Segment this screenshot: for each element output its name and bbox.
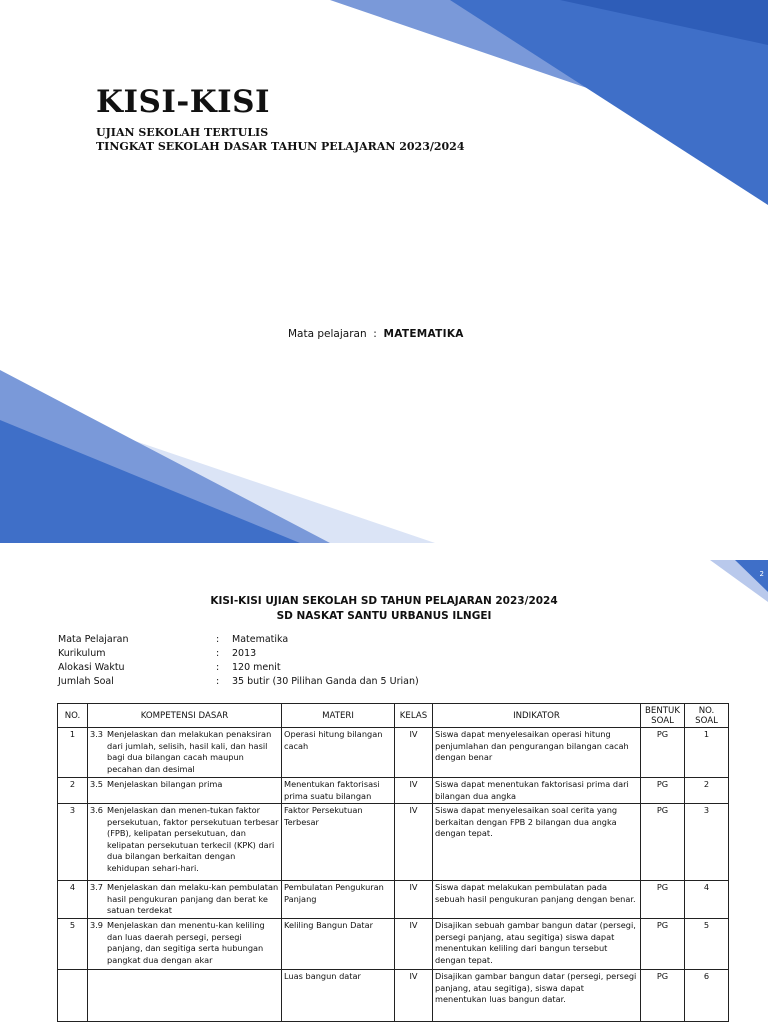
- kd-number: 3.3: [90, 729, 104, 739]
- kisi-kisi-table: [57, 703, 729, 1022]
- cover-subtitle-1: UJIAN SEKOLAH TERTULIS: [96, 126, 269, 139]
- info-value: 2013: [232, 648, 257, 659]
- cell-no: [58, 970, 88, 1022]
- cell-materi: Menentukan faktorisasi prima suatu bilangan: [282, 778, 395, 804]
- info-colon: :: [216, 676, 220, 687]
- cell-kompetensi: [88, 778, 282, 804]
- cell-bentuk: PG: [641, 970, 685, 1022]
- cell-kelas: IV: [395, 919, 433, 970]
- cell-indikator: Siswa dapat melakukan pembulatan pada sebuah hasil pengukuran panjang dengan benar.: [433, 881, 641, 919]
- header-bentuk: BENTUK SOAL: [641, 704, 685, 728]
- cell-indikator: Disajikan gambar bangun datar (persegi, persegi panjang, atau segitiga), siswa dapat menentukan luas bangun datar.: [433, 970, 641, 1022]
- info-label: Kurikulum: [58, 648, 106, 659]
- cell-no: 1: [58, 728, 88, 778]
- page-number: 2: [759, 570, 764, 578]
- cell-kompetensi: [88, 919, 282, 970]
- table-row: [58, 804, 729, 881]
- kd-text: Menjelaskan dan melakukan penaksiran dari jumlah, selisih, hasil kali, dan hasil bagi dua bilangan cacah maupun pecahan dan desimal: [107, 729, 272, 774]
- kd-number: 3.7: [90, 882, 104, 892]
- cell-materi: Faktor Persekutuan Terbesar: [282, 804, 395, 881]
- cell-no: 4: [58, 881, 88, 919]
- kd-text: Menjelaskan dan menentu-kan keliling dan luas daerah persegi, persegi panjang, dan segitiga serta hubungan pangkat dua dengan akar: [107, 920, 265, 965]
- info-colon: :: [216, 648, 220, 659]
- cell-no-soal: 4: [685, 881, 729, 919]
- cell-indikator: Disajikan sebuah gambar bangun datar (persegi, persegi panjang, atau segitiga) siswa dapat menentukan keliling dari bangun tersebut dengan tepat.: [433, 919, 641, 970]
- kd-text: Menjelaskan dan melaku-kan pembulatan hasil pengukuran panjang dan berat ke satuan terdekat: [107, 882, 279, 915]
- header-no-soal: NO. SOAL: [685, 704, 729, 728]
- header-kelas: KELAS: [395, 704, 433, 728]
- cell-no-soal: 1: [685, 728, 729, 778]
- info-value: 35 butir (30 Pilihan Ganda dan 5 Urian): [232, 676, 419, 687]
- cover-title: KISI-KISI: [96, 84, 271, 120]
- cell-materi: Pembulatan Pengukuran Panjang: [282, 881, 395, 919]
- info-label: Alokasi Waktu: [58, 662, 125, 673]
- info-label: Mata Pelajaran: [58, 634, 129, 645]
- cell-kelas: IV: [395, 778, 433, 804]
- cell-indikator: Siswa dapat menyelesaikan soal cerita yang berkaitan dengan FPB 2 bilangan dua angka dengan tepat.: [433, 804, 641, 881]
- info-value: 120 menit: [232, 662, 281, 673]
- cell-kelas: IV: [395, 728, 433, 778]
- info-colon: :: [216, 662, 220, 673]
- cell-kompetensi: [88, 970, 282, 1022]
- info-colon: :: [216, 634, 220, 645]
- header-kompetensi: KOMPETENSI DASAR: [88, 704, 282, 728]
- cell-materi: Operasi hitung bilangan cacah: [282, 728, 395, 778]
- table-row: [58, 728, 729, 778]
- header-no: NO.: [58, 704, 88, 728]
- slide-gap: [0, 543, 768, 560]
- cell-no: 3: [58, 804, 88, 881]
- cover-subject: [288, 328, 464, 340]
- table-row: [58, 881, 729, 919]
- cell-bentuk: PG: [641, 804, 685, 881]
- table-row: [58, 778, 729, 804]
- cell-bentuk: PG: [641, 881, 685, 919]
- kisi-kisi-slide: [0, 560, 768, 1024]
- cell-no-soal: 3: [685, 804, 729, 881]
- cover-subject-value: MATEMATIKA: [383, 328, 464, 340]
- cell-indikator: Siswa dapat menentukan faktorisasi prima dari bilangan dua angka: [433, 778, 641, 804]
- kd-number: 3.9: [90, 920, 104, 930]
- cover-subtitle-2: TINGKAT SEKOLAH DASAR TAHUN PELAJARAN 2023/2024: [96, 140, 465, 153]
- cell-bentuk: PG: [641, 919, 685, 970]
- info-label: Jumlah Soal: [58, 676, 114, 687]
- cell-no: 5: [58, 919, 88, 970]
- cell-no-soal: 2: [685, 778, 729, 804]
- header-materi: MATERI: [282, 704, 395, 728]
- info-value: Matematika: [232, 634, 289, 645]
- header-indikator: INDIKATOR: [433, 704, 641, 728]
- cell-materi: Luas bangun datar: [282, 970, 395, 1022]
- table-header-row: [58, 704, 729, 728]
- cell-materi: Keliling Bangun Datar: [282, 919, 395, 970]
- page2-title-1: KISI-KISI UJIAN SEKOLAH SD TAHUN PELAJARAN 2023/2024: [210, 595, 558, 607]
- cell-bentuk: PG: [641, 778, 685, 804]
- cell-kelas: IV: [395, 881, 433, 919]
- cell-no-soal: 6: [685, 970, 729, 1022]
- cell-indikator: Siswa dapat menyelesaikan operasi hitung penjumlahan dan pengurangan bilangan cacah dengan benar: [433, 728, 641, 778]
- cell-kelas: IV: [395, 804, 433, 881]
- table-row: [58, 970, 729, 1022]
- cell-kompetensi: [88, 728, 282, 778]
- kd-text: Menjelaskan dan menen-tukan faktor persekutuan, faktor persekutuan terbesar (FPB), kelipatan persekutuan, dan kelipatan persekutuan terkecil (KPK) dari dua bilangan berkaitan dengan kehidupan sehari-hari.: [107, 805, 279, 873]
- cell-kelas: IV: [395, 970, 433, 1022]
- kd-text: Menjelaskan bilangan prima: [107, 779, 223, 789]
- cell-no: 2: [58, 778, 88, 804]
- table-row: [58, 919, 729, 970]
- cell-kompetensi: [88, 804, 282, 881]
- cover-subject-label: Mata pelajaran :: [288, 328, 384, 340]
- cell-bentuk: PG: [641, 728, 685, 778]
- cell-kompetensi: [88, 881, 282, 919]
- page2-title-2: SD NASKAT SANTU URBANUS ILNGEI: [276, 610, 492, 622]
- cell-no-soal: 5: [685, 919, 729, 970]
- kd-number: 3.5: [90, 779, 104, 789]
- kd-number: 3.6: [90, 805, 104, 815]
